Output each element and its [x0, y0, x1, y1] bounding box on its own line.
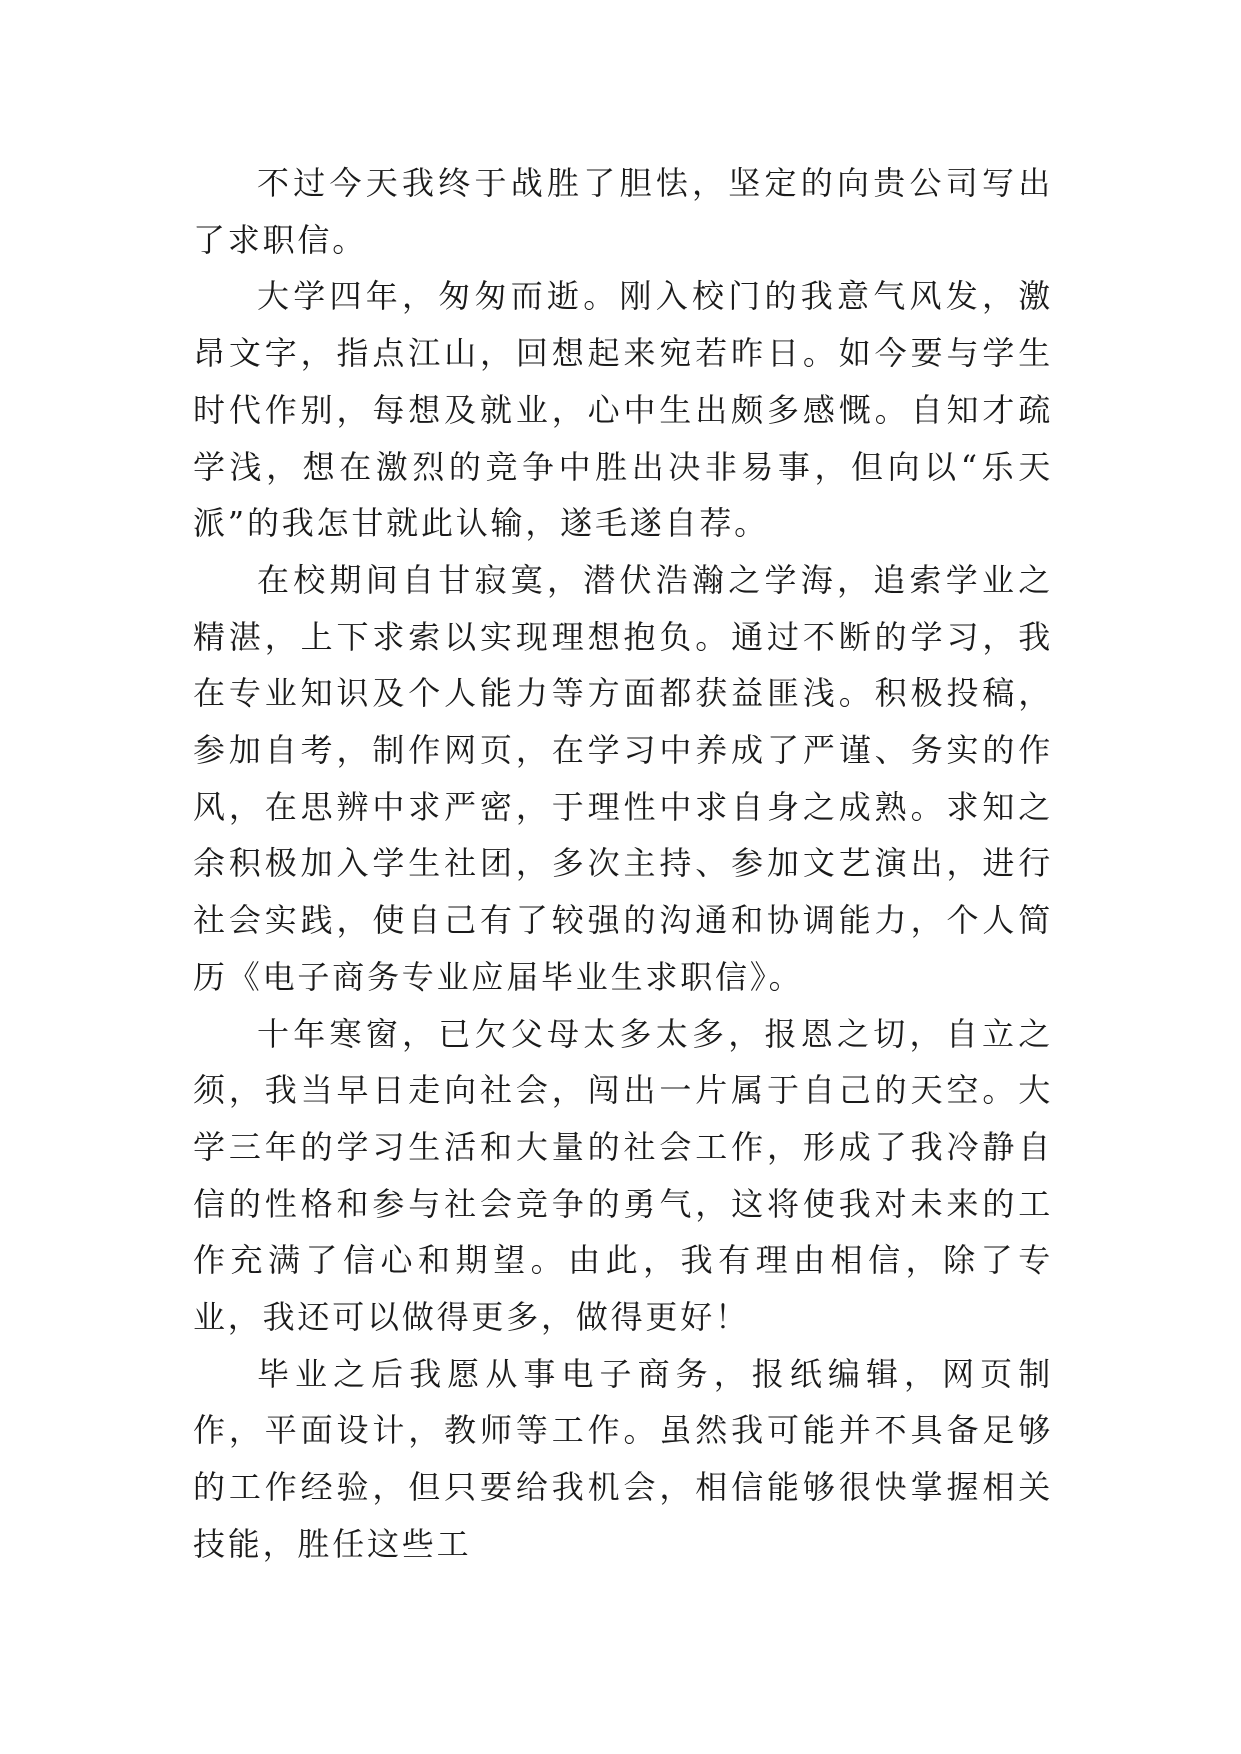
paragraph-4: 十年寒窗，已欠父母太多太多，报恩之切，自立之须，我当早日走向社会，闯出一片属于自己的天空。大学三年的学习生活和大量的社会工作，形成了我冷静自信的性格和参与社会竞争的勇气，这将使我对未来的工作充满了信心和期望。由此，我有理由相信，除了专业，我还可以做得更多，做得更好！ [193, 1014, 1053, 1337]
paragraph-2: 大学四年，匆匆而逝。刚入校门的我意气风发，激昂文字，指点江山，回想起来宛若昨日。如今要与学生时代作别，每想及就业，心中生出颇多感慨。自知才疏学浅，想在激烈的竞争中胜出决非易事，但向以“乐天派”的我怎甘就此认输，遂毛遂自荐。 [193, 277, 1053, 543]
paragraph-1: 不过今天我终于战胜了胆怯，坚定的向贵公司写出了求职信。 [193, 164, 1053, 259]
paragraph-3: 在校期间自甘寂寞，潜伏浩瀚之学海，追索学业之精湛，上下求索以实现理想抱负。通过不断的学习，我在专业知识及个人能力等方面都获益匪浅。积极投稿，参加自考，制作网页，在学习中养成了严谨、务实的作风，在思辨中求严密，于理性中求自身之成熟。求知之余积极加入学生社团，多次主持、参加文艺演出，进行社会实践，使自己有了较强的沟通和协调能力，个人简历《电子商务专业应届毕业生求职信》。 [193, 560, 1053, 996]
paragraph-5: 毕业之后我愿从事电子商务，报纸编辑，网页制作，平面设计，教师等工作。虽然我可能并不具备足够的工作经验，但只要给我机会，相信能够很快掌握相关技能，胜任这些工 [193, 1354, 1053, 1563]
document-body [193, 155, 1053, 1573]
